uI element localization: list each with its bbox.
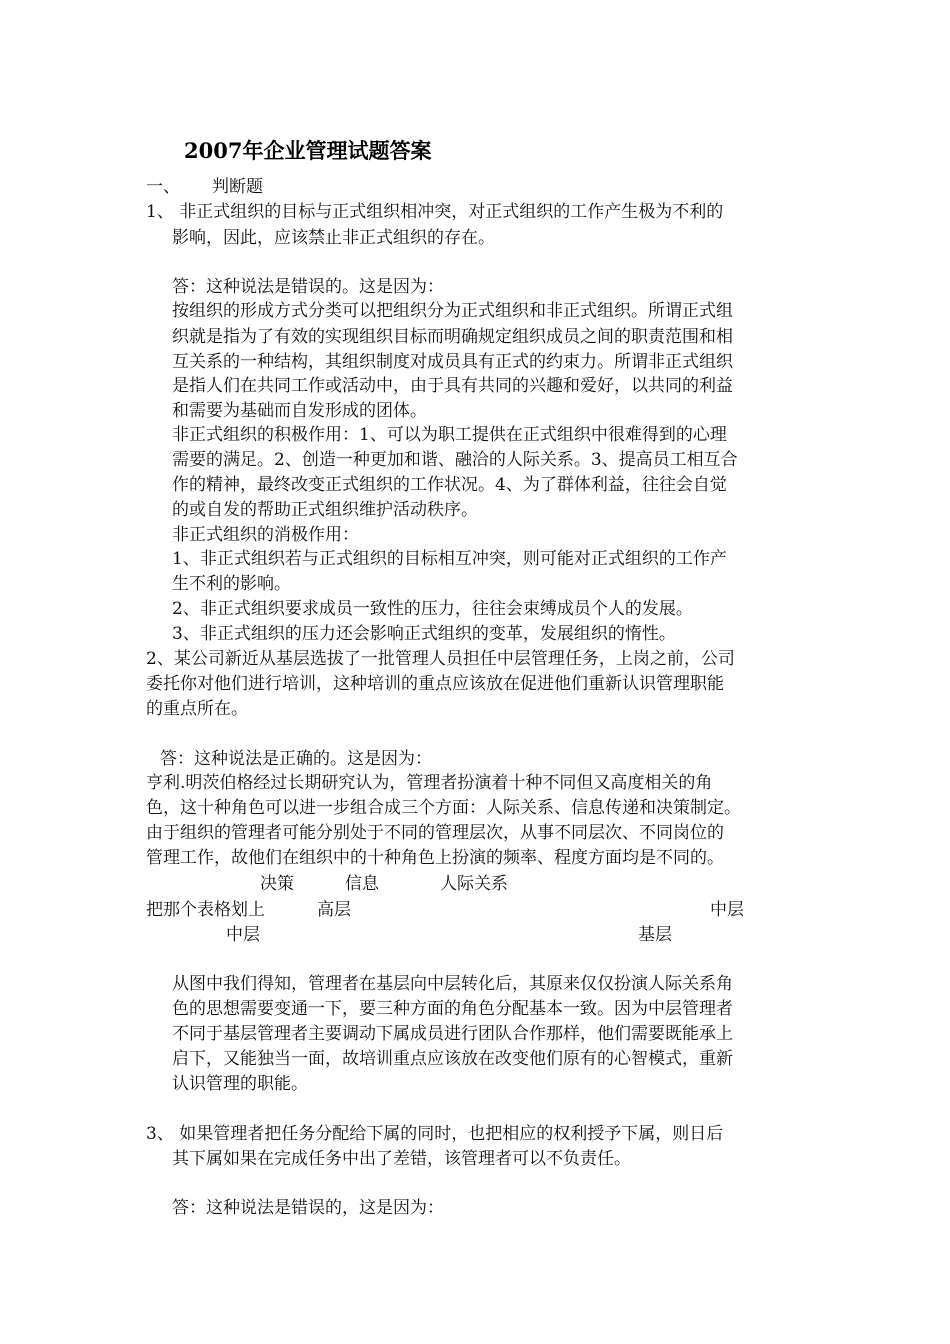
answer-2-line: 由于组织的管理者可能分别处于不同的管理层次，从事不同层次、不同岗位的 (146, 823, 724, 843)
answer-2-lead: 答：这种说法是正确的。这是因为： (160, 749, 432, 769)
table-header-decision: 决策 (260, 874, 294, 894)
question-3-line: 3、 如果管理者把任务分配给下属的同时，也把相应的权利授予下属，则日后 (146, 1124, 724, 1144)
table-note: 把那个表格划上 (146, 900, 265, 920)
table-header-interpersonal: 人际关系 (440, 874, 508, 894)
section-heading: 判断题 (212, 177, 263, 197)
answer-1-line: 非正式组织的消极作用： (172, 525, 359, 545)
answer-2-line: 管理工作，故他们在组织中的十种角色上扮演的频率、程度方面均是不同的。 (146, 848, 724, 868)
conclusion-line: 启下，又能独当一面，故培训重点应该放在改变他们原有的心智模式，重新 (172, 1049, 733, 1069)
answer-1-line: 和需要为基础而自发形成的团体。 (172, 401, 427, 421)
answer-1-line: 互关系的一种结构，其组织制度对成员具有正式的约束力。所谓非正式组织 (172, 352, 733, 372)
question-3-line: 其下属如果在完成任务中出了差错，该管理者可以不负责任。 (172, 1149, 631, 1169)
answer-2-line: 亨利.明茨伯格经过长期研究认为，管理者扮演着十种不同但又高度相关的角 (146, 773, 713, 793)
question-2-line: 委托你对他们进行培训，这种培训的重点应该放在促进他们重新认识管理职能 (146, 674, 724, 694)
table-cell-top: 高层 (317, 900, 351, 920)
conclusion-line: 不同于基层管理者主要调动下属成员进行团队合作那样，他们需要既能承上 (172, 1024, 733, 1044)
answer-3-lead: 答：这种说法是错误的，这是因为： (172, 1198, 444, 1218)
answer-1-line: 3、非正式组织的压力还会影响正式组织的变革，发展组织的惰性。 (172, 624, 676, 644)
question-2-line: 的重点所在。 (146, 699, 248, 719)
table-header-information: 信息 (345, 874, 379, 894)
answer-1-line: 非正式组织的积极作用：1、可以为职工提供在正式组织中很难得到的心理 (172, 425, 727, 445)
answer-1-line: 的或自发的帮助正式组织维护活动秩序。 (172, 500, 478, 520)
question-1-line: 影响，因此，应该禁止非正式组织的存在。 (172, 228, 495, 248)
question-2-line: 2、某公司新近从基层选拔了一批管理人员担任中层管理任务，上岗之前，公司 (146, 649, 735, 669)
answer-1-lead: 答：这种说法是错误的。这是因为： (172, 277, 444, 297)
answer-1-line: 1、非正式组织若与正式组织的目标相互冲突，则可能对正式组织的工作产 (172, 549, 727, 569)
document-title: 2007年企业管理试题答案 (184, 138, 432, 163)
answer-2-line: 色，这十种角色可以进一步组合成三个方面：人际关系、信息传递和决策制定。 (146, 798, 741, 818)
conclusion-line: 认识管理的职能。 (172, 1074, 308, 1094)
table-cell-base: 基层 (638, 925, 672, 945)
table-cell-middle: 中层 (710, 900, 744, 920)
answer-1-line: 按组织的形成方式分类可以把组织分为正式组织和非正式组织。所谓正式组 (172, 301, 733, 321)
answer-1-line: 是指人们在共同工作或活动中，由于具有共同的兴趣和爱好，以共同的利益 (172, 376, 733, 396)
table-cell-middle: 中层 (226, 925, 260, 945)
question-1-line: 1、 非正式组织的目标与正式组织相冲突，对正式组织的工作产生极为不利的 (146, 202, 724, 222)
section-number: 一、 (146, 177, 180, 197)
answer-1-line: 生不利的影响。 (172, 574, 291, 594)
conclusion-line: 从图中我们得知，管理者在基层向中层转化后，其原来仅仅扮演人际关系角 (172, 974, 733, 994)
answer-1-line: 2、非正式组织要求成员一致性的压力，往往会束缚成员个人的发展。 (172, 599, 693, 619)
answer-1-line: 作的精神，最终改变正式组织的工作状况。4、为了群体利益，往往会自觉 (172, 475, 727, 495)
answer-1-line: 需要的满足。2、创造一种更加和谐、融洽的人际关系。3、提高员工相互合 (172, 450, 738, 470)
conclusion-line: 色的思想需要变通一下，要三种方面的角色分配基本一致。因为中层管理者 (172, 999, 733, 1019)
answer-1-line: 织就是指为了有效的实现组织目标而明确规定组织成员之间的职责范围和相 (172, 327, 733, 347)
